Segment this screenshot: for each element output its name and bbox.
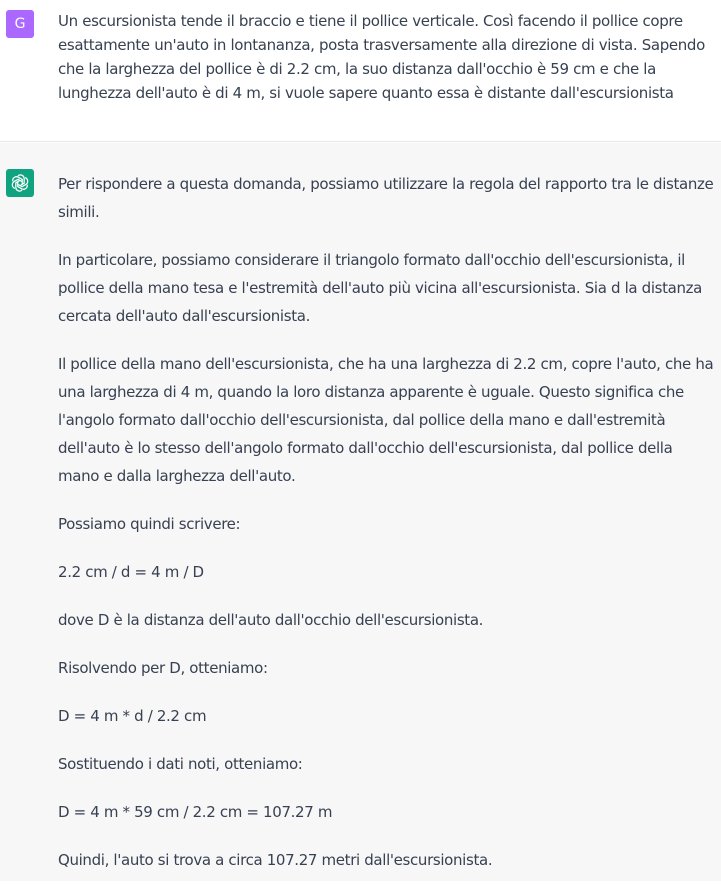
answer-formula: D = 4 m * 59 cm / 2.2 cm = 107.27 m (58, 803, 333, 821)
user-avatar: G (6, 10, 34, 38)
answer-paragraph: dove D è la distanza dell'auto dall'occhio dell'escursionista. (58, 611, 484, 629)
answer-paragraph: Sostituendo i dati noti, otteniamo: (58, 755, 303, 773)
answer-paragraph: Per rispondere a questa domanda, possiamo utilizzare la regola del rapporto tra le distanze simili. (58, 175, 714, 221)
answer-paragraph: Possiamo quindi scrivere: (58, 515, 241, 533)
answer-paragraph: In particolare, possiamo considerare il triangolo formato dall'occhio dell'escursionista, il pollice della mano tesa e l'estremità dell'auto più vicina all'escursionista. Sia d la distanza cercata dell'auto dall'escursionista. (58, 251, 702, 325)
assistant-avatar (6, 169, 34, 197)
assistant-message (0, 143, 721, 881)
user-message-text: Un escursionista tende il braccio e tiene il pollice verticale. Così facendo il pollice copre esattamente un'auto in lontananza, posta trasversamente alla direzione di vista. Sapendo che la larghezza del pollice è di 2.2 cm, la suo distanza dall'occhio è 59 cm e che la lunghezza dell'auto è di 4 m, si vuole sapere quanto essa è distante dall'escursionista (58, 12, 705, 102)
answer-paragraph: Il pollice della mano dell'escursionista, che ha una larghezza di 2.2 cm, copre l'auto, che ha una larghezza di 4 m, quando la loro distanza apparente è uguale. Questo significa che l'angolo formato dall'occhio dell'escursionista, dal pollice della mano e dall'estremità dell'auto è lo stesso dell'angolo formato dall'occhio dell'escursionista, dal pollice della mano e dalla larghezza dell'auto. (58, 355, 714, 485)
assistant-message-text (58, 170, 714, 894)
openai-logo-icon (10, 173, 30, 193)
answer-conclusion: Quindi, l'auto si trova a circa 107.27 metri dall'escursionista. (58, 851, 493, 869)
answer-paragraph: Risolvendo per D, otteniamo: (58, 659, 268, 677)
answer-formula: 2.2 cm / d = 4 m / D (58, 563, 204, 581)
answer-formula: D = 4 m * d / 2.2 cm (58, 707, 207, 725)
user-message (0, 0, 721, 142)
